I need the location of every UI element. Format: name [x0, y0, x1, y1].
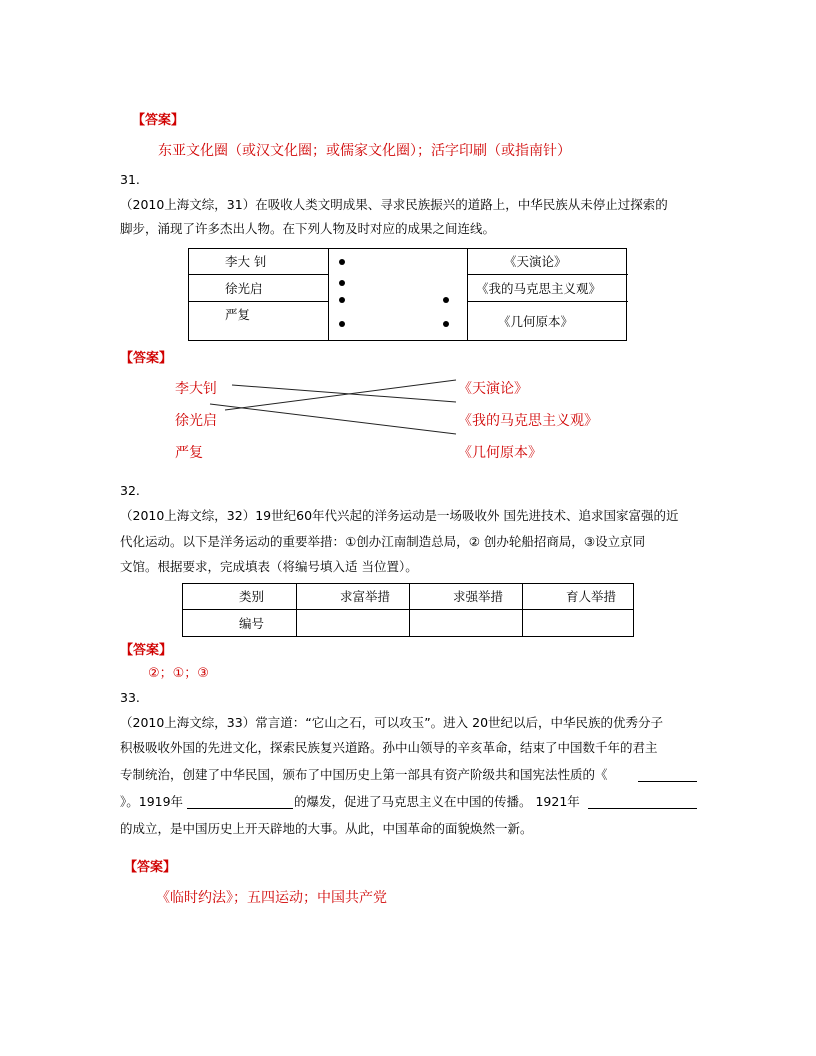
question-text-line: 代化运动。以下是洋务运动的重要举措：①创办江南制造总局，② 创办轮船招商局，③设立京同 [120, 534, 646, 549]
header-label: 类别 [239, 589, 265, 604]
fill-cell[interactable] [410, 610, 523, 636]
person-cell: 徐光启 [225, 281, 263, 296]
question-text-line: 脚步，涌现了许多杰出人物。在下列人物及时对应的成果之间连线。 [120, 221, 496, 236]
question-text-line: （2010上海文综，31）在吸收人类文明成果、寻求民族振兴的道路上，中华民族从未停止过探索的 [120, 197, 668, 212]
fill-cell[interactable] [297, 610, 410, 636]
answer-text: 东亚文化圈（或汉文化圈；或儒家文化圈）；活字印刷（或指南针） [158, 143, 571, 159]
answer-label: 【答案】 [124, 860, 177, 875]
fill-table [182, 583, 634, 637]
person-cell: 严复 [225, 307, 251, 322]
question-number: 32. [120, 483, 140, 498]
answer-work: 《我的马克思主义观》 [458, 413, 598, 429]
question-number: 31. [120, 172, 140, 187]
answer-label: 【答案】 [120, 351, 173, 366]
question-text-line: 的成立，是中国历史上开天辟地的大事。从此，中国革命的面貌焕然一新。 [120, 821, 533, 836]
header-label: 求富举措 [340, 589, 391, 604]
row-label: 编号 [239, 616, 265, 631]
answer-person: 严复 [175, 445, 203, 461]
match-line [210, 404, 456, 434]
header-label: 求强举措 [453, 589, 504, 604]
row-label-cell [183, 610, 297, 636]
fill-blank[interactable] [187, 794, 293, 809]
work-cell: 《我的马克思主义观》 [476, 281, 602, 296]
fill-blank[interactable] [638, 767, 697, 782]
header-cell [523, 584, 633, 610]
answer-work: 《天演论》 [458, 381, 528, 397]
question-text-line: 文馆。根据要求，完成填表（将编号填入适 当位置）。 [120, 559, 418, 574]
answer-text: ②；①；③ [148, 666, 209, 681]
header-cell [410, 584, 523, 610]
header-label: 育人举措 [566, 589, 617, 604]
header-cell [297, 584, 410, 610]
answer-text: 《临时约法》；五四运动；中国共产党 [156, 890, 387, 906]
question-text-line: （2010上海文综，32）19世纪60年代兴起的洋务运动是一场吸收外 国先进技术、追求国家富强的近 [120, 508, 679, 523]
header-cell [183, 584, 297, 610]
person-cell: 李大 钊 [225, 254, 267, 269]
answer-label: 【答案】 [120, 643, 173, 658]
work-cell: 《几何原本》 [498, 314, 574, 329]
fill-cell[interactable] [523, 610, 633, 636]
answer-person: 徐光启 [175, 413, 217, 429]
answer-label: 【答案】 [132, 113, 185, 128]
question-text-line: 积极吸收外国的先进文化，探索民族复兴道路。孙中山领导的辛亥革命，结束了中国数千年的君主 [120, 740, 658, 755]
work-cell: 《天演论》 [504, 254, 567, 269]
question-text-line: （2010上海文综，33）常言道：“它山之石，可以攻玉”。进入 20世纪以后，中华民族的优秀分子 [120, 715, 664, 730]
fill-blank[interactable] [588, 794, 697, 809]
question-text-line: 的爆发，促进了马克思主义在中国的传播。 1921年 [294, 794, 580, 809]
match-line [225, 380, 456, 410]
question-text-line: 》。1919年 [120, 794, 184, 809]
question-number: 33. [120, 690, 140, 705]
answer-work: 《几何原本》 [458, 445, 542, 461]
match-line [232, 385, 456, 402]
answer-person: 李大钊 [175, 381, 217, 397]
question-text-line: 专制统治，创建了中华民国，颁布了中国历史上第一部具有资产阶级共和国宪法性质的《 [120, 767, 608, 782]
